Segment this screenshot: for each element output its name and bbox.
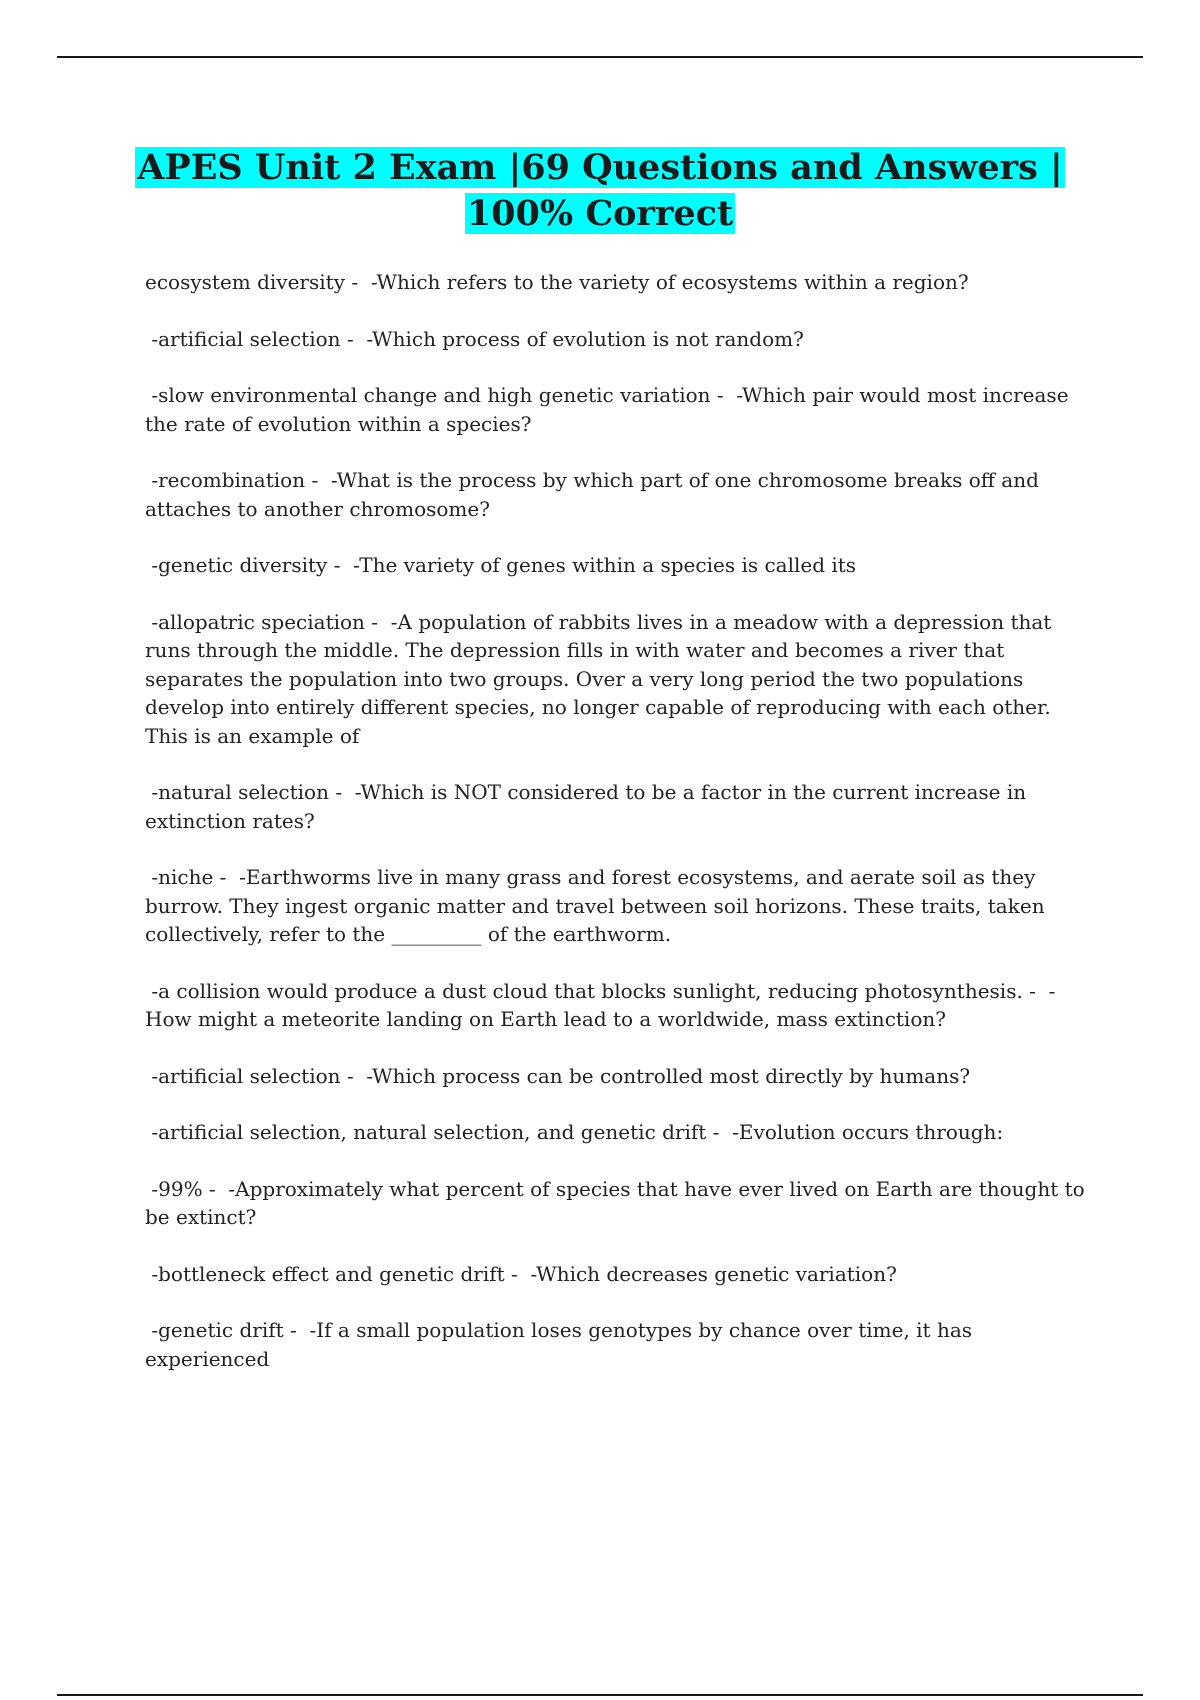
qa-entry: -artificial selection - -Which process can be controlled most directly by humans? [145, 1063, 971, 1088]
qa-entry: -allopatric speciation - -A population of rabbits lives in a meadow with a depression that runs through the middle. The depression fills in with water and becomes a river that separates the population into two groups. Over a very long period the two populations develop into entirely different species, no longer capable of reproducing with each other. This is an example of [145, 609, 1058, 748]
qa-entry: -natural selection - -Which is NOT considered to be a factor in the current increase in extinction rates? [145, 780, 1033, 833]
header-rule [57, 56, 1143, 58]
qa-entry: -genetic drift - -If a small population loses genotypes by chance over time, it has experienced [145, 1318, 979, 1371]
qa-entry: -99% - -Approximately what percent of species that have ever lived on Earth are thought to be extinct? [145, 1176, 1092, 1229]
qa-entry: -artificial selection - -Which process of evolution is not random? [145, 326, 804, 351]
document-title-line-2: 100% Correct [466, 193, 734, 234]
qa-entry: -bottleneck effect and genetic drift - -Which decreases genetic variation? [145, 1261, 897, 1286]
qa-entry: -slow environmental change and high genetic variation - -Which pair would most increase the rate of evolution within a species? [145, 383, 1075, 436]
qa-entry: ecosystem diversity - -Which refers to the variety of ecosystems within a region? [145, 270, 969, 294]
document-title-line-1: APES Unit 2 Exam |69 Questions and Answers | [137, 147, 1063, 188]
qa-entry: -artificial selection, natural selection, and genetic drift - -Evolution occurs through: [145, 1120, 1004, 1144]
qa-entry: -genetic diversity - -The variety of genes within a species is called its [145, 553, 857, 577]
document-title [100, 145, 1100, 237]
footer-rule [57, 1694, 1143, 1696]
qa-entry: -a collision would produce a dust cloud that blocks sunlight, reducing photosynthesis. - -How might a meteorite landing on Earth lead to a worldwide, mass extinction? [145, 978, 1056, 1031]
qa-entry: -niche - -Earthworms live in many grass and forest ecosystems, and aerate soil as they burrow. They ingest organic matter and travel between soil horizons. These traits, taken collectively, refer to the _________ of the earthworm. [145, 865, 1051, 946]
qa-list [145, 268, 1092, 1401]
qa-entry: -recombination - -What is the process by which part of one chromosome breaks off and attaches to another chromosome? [145, 468, 1046, 521]
